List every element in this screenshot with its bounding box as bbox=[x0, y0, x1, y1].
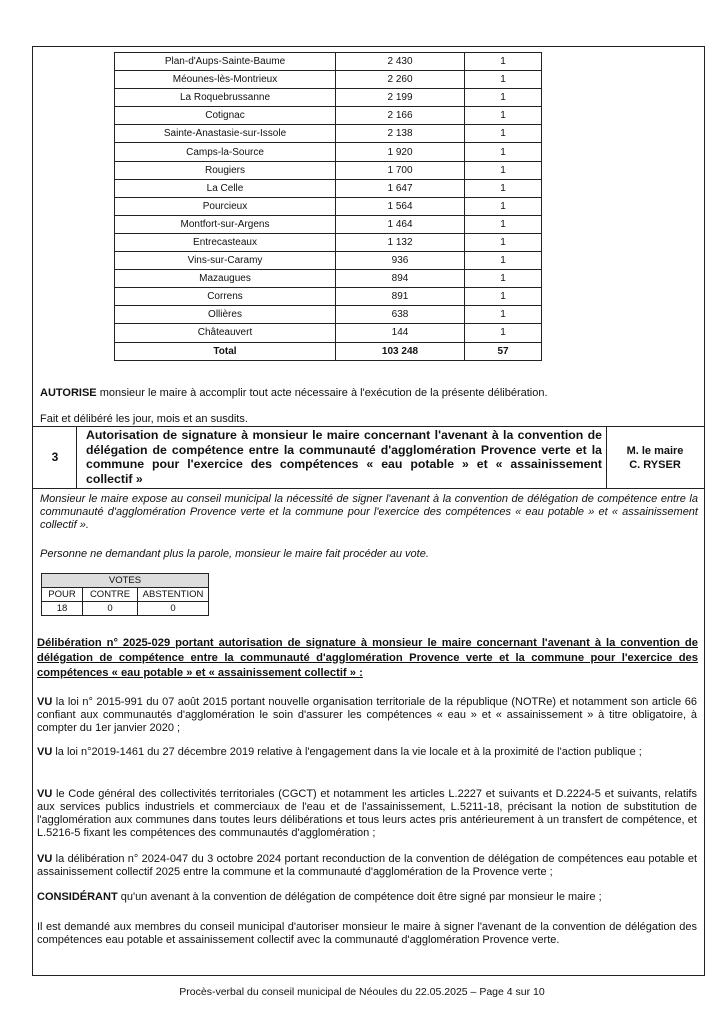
vu-keyword-1: VU bbox=[37, 696, 53, 708]
commune-count: 1 bbox=[465, 215, 542, 233]
table-row bbox=[115, 179, 542, 197]
demande-paragraph: Il est demandé aux membres du conseil municipal d'autoriser monsieur le maire à signer l'avenant de la convention de délégation des compétences eau potable et assainissement collectif avec la communauté d'agglomération Provence verte. bbox=[37, 921, 697, 946]
vu-text-3: le Code général des collectivités territoriales (CGCT) et notamment les articles L.2227 et suivants et D.2224-5 et suivants, relatifs aux services publics industriels et commerciaux de l'eau et de l'assainissement, L.5211-18, précisant la notion de substitution de l'agglomération aux communes dans toutes leurs délibérations et tous leurs actes pris antérieurement à un transfert de compétence, et L.5216-5 fixant les compétences des communautés d'agglomération ; bbox=[37, 788, 697, 839]
table-row bbox=[115, 233, 542, 251]
commune-count: 1 bbox=[465, 71, 542, 89]
commune-name: Ollières bbox=[115, 306, 336, 324]
commune-count: 1 bbox=[465, 179, 542, 197]
table-row bbox=[115, 53, 542, 71]
commune-population: 1 132 bbox=[336, 233, 465, 251]
item-number: 3 bbox=[51, 450, 59, 464]
commune-count: 1 bbox=[465, 161, 542, 179]
vu-text-2: la loi n°2019-1461 du 27 décembre 2019 relative à l'engagement dans la vie locale et à la proximité de l'action publique ; bbox=[52, 746, 642, 758]
table-row bbox=[115, 324, 542, 342]
commune-name: Correns bbox=[115, 288, 336, 306]
commune-name: Plan-d'Aups-Sainte-Baume bbox=[115, 53, 336, 71]
commune-population: 2 138 bbox=[336, 125, 465, 143]
commune-population: 2 430 bbox=[336, 53, 465, 71]
commune-population: 1 700 bbox=[336, 161, 465, 179]
votes-table bbox=[41, 573, 209, 616]
votes-label-pour: POUR bbox=[42, 588, 83, 602]
item-divider-left bbox=[76, 426, 77, 488]
commune-name: La Celle bbox=[115, 179, 336, 197]
page-footer: Procès-verbal du conseil municipal de Néoules du 22.05.2025 – Page 4 sur 10 bbox=[179, 986, 545, 998]
commune-name: Camps-la-Source bbox=[115, 143, 336, 161]
item-divider-right bbox=[606, 426, 607, 488]
considerant-paragraph bbox=[37, 891, 697, 904]
commune-population: 144 bbox=[336, 324, 465, 342]
commune-count: 1 bbox=[465, 143, 542, 161]
item-rapporteur bbox=[608, 444, 702, 472]
item-rapporteur-role: M. le maire bbox=[626, 445, 684, 457]
commune-count: 1 bbox=[465, 288, 542, 306]
table-total-row bbox=[115, 342, 542, 360]
vu-keyword-3: VU bbox=[37, 788, 53, 800]
commune-name: Rougiers bbox=[115, 161, 336, 179]
vu-paragraph-4 bbox=[37, 853, 697, 879]
commune-count: 1 bbox=[465, 270, 542, 288]
commune-count: 1 bbox=[465, 252, 542, 270]
total-population: 103 248 bbox=[336, 342, 465, 360]
commune-population: 1 647 bbox=[336, 179, 465, 197]
vu-keyword-4: VU bbox=[37, 853, 53, 865]
expose-paragraph: Monsieur le maire expose au conseil municipal la nécessité de signer l'avenant à la convention de délégation de compétence entre la communauté d'agglomération Provence verte et la commune pour l'exercice des compétences « eau potable » et « assainissement collectif ». bbox=[40, 493, 698, 531]
vu-paragraph-3 bbox=[37, 788, 697, 840]
commune-name: Montfort-sur-Argens bbox=[115, 215, 336, 233]
autorise-paragraph bbox=[40, 387, 700, 400]
votes-header: VOTES bbox=[42, 574, 209, 588]
table-row bbox=[115, 71, 542, 89]
table-row bbox=[115, 89, 542, 107]
communes-table bbox=[114, 52, 542, 361]
commune-population: 1 920 bbox=[336, 143, 465, 161]
communes-table-body bbox=[115, 53, 542, 361]
commune-population: 891 bbox=[336, 288, 465, 306]
total-label: Total bbox=[115, 342, 336, 360]
table-row bbox=[115, 306, 542, 324]
table-row bbox=[115, 288, 542, 306]
considerant-text: qu'un avenant à la convention de délégation de compétence doit être signé par monsieur le maire ; bbox=[117, 891, 602, 903]
commune-count: 1 bbox=[465, 125, 542, 143]
votes-value-abstention: 0 bbox=[138, 602, 209, 616]
vu-text-1: la loi n° 2015-991 du 07 août 2015 portant nouvelle organisation territoriale de la république (NOTRe) et notamment son article 66 confiant aux communautés d'agglomération le soin d'assurer les compétences « eau » et « assainissement » à titre obligatoire, à compter du 1er janvier 2020 ; bbox=[37, 696, 697, 734]
commune-count: 1 bbox=[465, 53, 542, 71]
commune-name: Vins-sur-Caramy bbox=[115, 252, 336, 270]
commune-name: Pourcieux bbox=[115, 197, 336, 215]
vu-text-4: la délibération n° 2024-047 du 3 octobre 2024 portant reconduction de la convention de délégation de compétences eau potable et assainissement collectif 2025 entre la commune et la communauté d'agglomération de la Provence verte ; bbox=[37, 853, 697, 878]
commune-name: Entrecasteaux bbox=[115, 233, 336, 251]
commune-population: 2 166 bbox=[336, 107, 465, 125]
commune-count: 1 bbox=[465, 233, 542, 251]
votes-label-contre: CONTRE bbox=[83, 588, 138, 602]
commune-population: 1 564 bbox=[336, 197, 465, 215]
votes-label-abstention: ABSTENTION bbox=[138, 588, 209, 602]
commune-population: 2 260 bbox=[336, 71, 465, 89]
commune-name: Cotignac bbox=[115, 107, 336, 125]
commune-name: Châteauvert bbox=[115, 324, 336, 342]
autorise-text: monsieur le maire à accomplir tout acte nécessaire à l'exécution de la présente délibération. bbox=[96, 387, 548, 399]
commune-count: 1 bbox=[465, 197, 542, 215]
table-row bbox=[115, 197, 542, 215]
table-row bbox=[115, 107, 542, 125]
votes-value-pour: 18 bbox=[42, 602, 83, 616]
personne-paragraph: Personne ne demandant plus la parole, monsieur le maire fait procéder au vote. bbox=[40, 548, 429, 560]
commune-name: Méounes-lès-Montrieux bbox=[115, 71, 336, 89]
commune-population: 936 bbox=[336, 252, 465, 270]
considerant-keyword: CONSIDÉRANT bbox=[37, 891, 118, 903]
commune-name: Sainte-Anastasie-sur-Issole bbox=[115, 125, 336, 143]
vu-paragraph-2 bbox=[37, 746, 697, 759]
commune-population: 894 bbox=[336, 270, 465, 288]
autorise-keyword: AUTORISE bbox=[40, 387, 97, 399]
commune-count: 1 bbox=[465, 306, 542, 324]
table-row bbox=[115, 125, 542, 143]
fait-paragraph: Fait et délibéré les jour, mois et an susdits. bbox=[40, 413, 248, 425]
vu-paragraph-1 bbox=[37, 696, 697, 735]
votes-value-contre: 0 bbox=[83, 602, 138, 616]
item-bottom-border bbox=[32, 488, 705, 489]
item-rapporteur-name: C. RYSER bbox=[629, 459, 681, 471]
commune-count: 1 bbox=[465, 324, 542, 342]
commune-population: 1 464 bbox=[336, 215, 465, 233]
table-row bbox=[115, 143, 542, 161]
commune-count: 1 bbox=[465, 89, 542, 107]
commune-population: 2 199 bbox=[336, 89, 465, 107]
deliberation-title: Délibération n° 2025-029 portant autorisation de signature à monsieur le maire concernant l'avenant à la convention de délégation de compétence entre la communauté d'agglomération Provence verte et la commune pour l'exercice des compétences « eau potable » et « assainissement collectif » : bbox=[37, 637, 698, 679]
commune-count: 1 bbox=[465, 107, 542, 125]
item-top-border bbox=[32, 426, 705, 427]
table-row bbox=[115, 161, 542, 179]
table-row bbox=[115, 270, 542, 288]
item-title: Autorisation de signature à monsieur le maire concernant l'avenant à la convention de délégation de compétence entre la communauté d'agglomération Provence verte et la commune pour l'exercice des compétences « eau potable » et « assainissement collectif » bbox=[86, 428, 602, 486]
commune-population: 638 bbox=[336, 306, 465, 324]
table-row bbox=[115, 252, 542, 270]
commune-name: Mazaugues bbox=[115, 270, 336, 288]
vu-keyword-2: VU bbox=[37, 746, 53, 758]
table-row bbox=[115, 215, 542, 233]
total-count: 57 bbox=[465, 342, 542, 360]
commune-name: La Roquebrussanne bbox=[115, 89, 336, 107]
